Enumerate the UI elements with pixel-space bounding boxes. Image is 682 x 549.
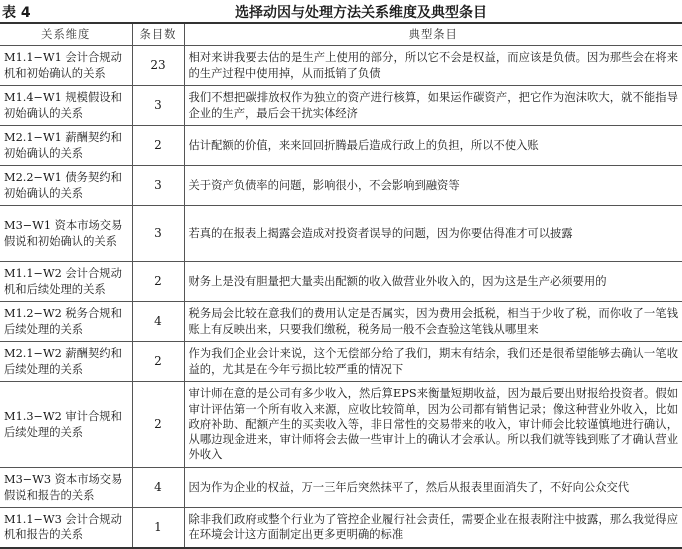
count-cell: 4 — [132, 468, 184, 508]
count-cell: 4 — [132, 302, 184, 342]
table-row — [0, 46, 682, 86]
table-row — [0, 382, 682, 468]
table-row — [0, 302, 682, 342]
table-row — [0, 86, 682, 126]
table-row — [0, 262, 682, 302]
typical-item-cell: 作为我们企业会计来说，这个无偿部分给了我们，期末有结余，我们还是很希望能够去确认一笔收益的，尤其是在今年亏损比较严重的情况下 — [184, 342, 682, 382]
count-cell: 2 — [132, 126, 184, 166]
table-row — [0, 342, 682, 382]
table-header-row — [0, 23, 682, 46]
dimension-cell: M2.2−W1 债务契约和初始确认的关系 — [0, 166, 132, 206]
typical-item-cell: 因为作为企业的权益，万一三年后突然抹平了，然后从报表里面消失了，不好向公众交代 — [184, 468, 682, 508]
table-row — [0, 508, 682, 548]
table-number: 表 4 — [2, 5, 31, 21]
table-caption — [0, 0, 682, 22]
dimension-cell: M3−W3 资本市场交易假说和报告的关系 — [0, 468, 132, 508]
count-cell: 2 — [132, 382, 184, 468]
dimension-cell: M1.2−W2 税务合规和后续处理的关系 — [0, 302, 132, 342]
dimension-cell: M1.1−W3 会计合规动机和报告的关系 — [0, 508, 132, 548]
dimension-cell: M3−W1 资本市场交易假说和初始确认的关系 — [0, 206, 132, 262]
table-row — [0, 206, 682, 262]
count-cell: 2 — [132, 262, 184, 302]
typical-item-cell: 审计师在意的是公司有多少收入，然后算EPS来衡量短期收益，因为最后要出财报给投资者。假如审计评估第一个所有收入来源，应收比较简单，因为公司都有销售记录；像这种营业外收入，比如政府补助、配额产生的买卖收入等，非日常性的交易带来的收入，审计师会比较谨慎地进行确认，从哪边现金进来，审计师将会去做一些审计上的确认才会承认。所以我们就等钱到账了才确认营业外收入 — [184, 382, 682, 468]
dimension-cell: M2.1−W2 薪酬契约和后续处理的关系 — [0, 342, 132, 382]
table-title: 选择动因与处理方法关系维度及典型条目 — [235, 5, 487, 21]
dimension-cell: M1.1−W2 会计合规动机和后续处理的关系 — [0, 262, 132, 302]
typical-item-cell: 估计配额的价值，来来回回折腾最后造成行政上的负担，所以不使入账 — [184, 126, 682, 166]
typical-item-cell: 我们不想把碳排放权作为独立的资产进行核算，如果运作碳资产，把它作为泡沫吹大，就不能指导企业的生产，最后会干扰实体经济 — [184, 86, 682, 126]
typical-item-cell: 相对来讲我要去估的是生产上使用的部分，所以它不会是权益，而应该是负债。因为那些会在将来的生产过程中使用掉，从而抵销了负债 — [184, 46, 682, 86]
dimension-cell: M1.4−W1 规模假设和初始确认的关系 — [0, 86, 132, 126]
table-row — [0, 166, 682, 206]
dimension-cell: M2.1−W1 薪酬契约和初始确认的关系 — [0, 126, 132, 166]
table-row — [0, 126, 682, 166]
typical-item-cell: 关于资产负债率的问题，影响很小，不会影响到融资等 — [184, 166, 682, 206]
count-cell: 3 — [132, 86, 184, 126]
typical-item-cell: 财务上是没有胆量把大量卖出配额的收入做营业外收入的，因为这是生产必须要用的 — [184, 262, 682, 302]
count-cell: 3 — [132, 206, 184, 262]
relationship-table — [0, 22, 682, 549]
header-dimension: 关系维度 — [0, 23, 132, 46]
typical-item-cell: 税务局会比较在意我们的费用认定是否属实，因为费用会抵税，相当于少收了税，而你收了一笔钱账上有反映出来，只要我们缴税，税务局一般不会查验这笔钱从哪里来 — [184, 302, 682, 342]
typical-item-cell: 若真的在报表上揭露会造成对投资者误导的问题，因为你要估得准才可以披露 — [184, 206, 682, 262]
typical-item-cell: 除非我们政府或整个行业为了管控企业履行社会责任，需要企业在报表附注中披露，那么我觉得应在环境会计这方面制定出更多更明确的标准 — [184, 508, 682, 548]
dimension-cell: M1.3−W2 审计合规和后续处理的关系 — [0, 382, 132, 468]
header-typical-item: 典型条目 — [184, 23, 682, 46]
dimension-cell: M1.1−W1 会计合规动机和初始确认的关系 — [0, 46, 132, 86]
count-cell: 23 — [132, 46, 184, 86]
table-row — [0, 468, 682, 508]
header-count: 条目数 — [132, 23, 184, 46]
count-cell: 2 — [132, 342, 184, 382]
count-cell: 3 — [132, 166, 184, 206]
count-cell: 1 — [132, 508, 184, 548]
